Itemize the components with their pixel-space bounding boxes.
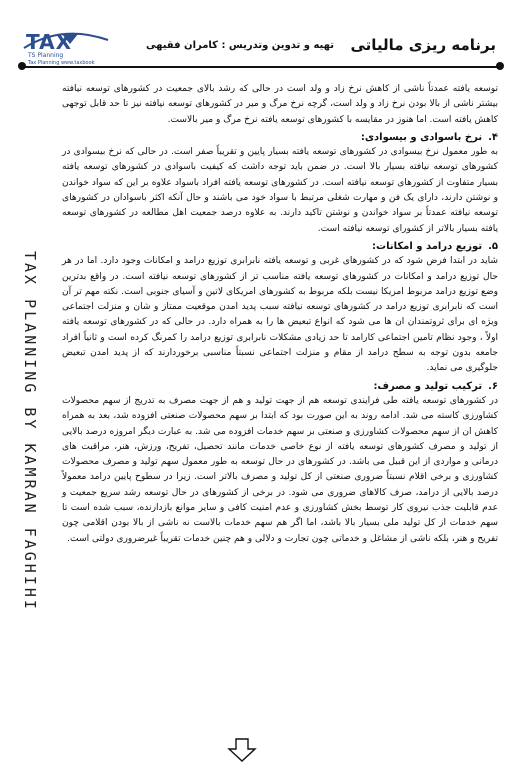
section-4-title: نرخ باسوادی و بیسوادی: [360,131,483,143]
tax-logo [22,30,110,66]
section-4-number: ۴. [488,131,498,143]
page-header [22,28,500,72]
side-watermark: TAX PLANNING BY KAMRAN FAGHIHI [21,251,39,612]
section-6-paragraph: در کشورهای توسعه یافته طی فرایندی توسعه هم از جهت تولید و هم از جهت مصرف به تدریج از سهم محصولات کشاورزی کاسته می شد. ادامه روند به این صورت بود که ابتدا بر سهم محصولات صنعتی افزوده شد، بعد به همراه کاهش ان از سهم محصولات کشاورزی و صنعتی بر سهم خدمات افزوده می شد. به عبارت دیگر امروزه درصد بالایی از تولید و مصرف کشورهای توسعه یافته از نوع خاصی خدمات مانند تحصیل، تفریح، ورزش، هنر، مراقبت های درمانی و مواردی از این قبیل می باشد. در کشورهای در حال توسعه به طور معمول سهم تولید و مصرف محصولات کشاورزی و برخی اقلام نسبتاً ضروری صنعتی از کل تولید و مصرف بالاتر است. زیرا در سطوح پایین درامد معمولاً درصد بالایی از درامد، صرف کالاهای ضروری می شود. در برخی از کشورهای در حال توسعه رشد سریع جمعیت و عدم قابلیت جذب نیروی کار توسط بخش کشاورزی و عدم امنیت کافی و سایر موانع بازدارنده، سبب شده است تا سهم خدمات از کل تولید ملی بسیار بالا باشد، اما اگر هم سهم خدمات بالاست نه ناشی از بالا بودن اقلامی چون تفریح و هنر، بلکه ناشی از مشاغل و خدماتی چون تجارت و دلالی و هم چنین خدمات تقریباً غیرضروری دولتی است. [62,395,498,544]
section-5-paragraph: شاید در ابتدا فرض شود که در کشورهای غربی و توسعه یافته نابرابری توزیع درامد و امکانات وجود دارد. اما در هر حال توزیع درامد و امکانات در کشورهای توسعه یافته مناسب تر از کشورهای توسعه نیافته است. در واقع بدترین وضع توزیع درامد مربوط امریکا نیست بلکه مربوط به کشورهای امریکای لاتین و آسیای جنوبی است. نکته مهم تر آن است که نابرابری توزیع درامد در کشورهای توسعه نیافته سبب پدید امدن موقعیت ممتاز و شان و منزلت اجتماعی ویژه ای برای ثروتمندان ان ها می شود که انواع تبعیض ها را به همراه دارد. در حالی که در کشورهای توسعه یافته اولاً ، وجود نظام تامین اجتماعی کارامد تا حد زیادی مشکلات نابرابری توزیع درامد را کمرنگ کرده است و ثانیاً افراد جامعه بدون توجه به سطح درامد از مقام و منزلت اجتماعی نسبتاً مناسبی برخوردارند که از پدید امدن تبعیض جلوگیری می نماید. [62,256,498,374]
section-5-title: توزیع درامد و امکانات: [372,240,483,252]
down-arrow-icon [227,738,257,762]
section-4-paragraph: به طور معمول نرخ بیسوادی در کشورهای توسعه یافته بسیار پایین و تقریباً صفر است. در حالی که نرخ بیسوادی در کشورهای توسعه نیافته بسیار بالا است. در ضمن باید توجه داشت که کیفیت باسوادی در کشورهای توسعه یافته بسیار متفاوت از کشورهای توسعه نیافته است. در کشورهای توسعه یافته افراد باسواد علاوه بر این که سواد خواندن و نوشتن دارند، دارای یک فن و مهارت شغلی مرتبط با سواد خود می باشند و حال آنکه اکثر باسوادان در کشورهای توسعه نیافته عمدتاً بر سواد خواندن و نوشتن تاکید دارند. به علاوه درصد جمعیت اهل مطالعه در کشورهای توسعه یافته بسیار بالاتر از کشورای توسعه نیافته است. [62,147,498,234]
section-4-heading [62,130,498,145]
intro-paragraph: توسعه یافته عمدتاً ناشی از کاهش نرخ زاد و ولد است در حالی که رشد بالای جمعیت در کشورهای توسعه نیافته بیشتر ناشی از بالا بودن نرخ زاد و ولد است، گرچه نرخ مرگ و میر در کشورهای توسعه نیافته نیز تا حد قابل توجهی کاهش یافته است. اما هنوز در مقایسه با کشورهای توسعه یافته نرخ مرگ و میر بالاست. [62,84,498,125]
header-divider [22,66,500,68]
logo-text: TAX [26,30,72,54]
brand-title: برنامه ریزی مالیاتی [350,36,496,54]
divider-dot-left [18,62,26,70]
divider-dot-right [496,62,504,70]
logo-caption: Tax Planning www.taxbook [28,60,95,66]
section-5-number: ۵. [488,240,498,252]
section-5-heading [62,239,498,254]
body-content [62,82,498,547]
logo-subtitle: TS Planning [28,52,64,59]
author-line: تهیه و تدوین وتدریس : کامران فقیهی [146,40,334,51]
section-6-heading [62,379,498,394]
section-6-title: ترکیب تولید و مصرف: [373,380,483,392]
section-6-number: ۶. [488,380,498,392]
